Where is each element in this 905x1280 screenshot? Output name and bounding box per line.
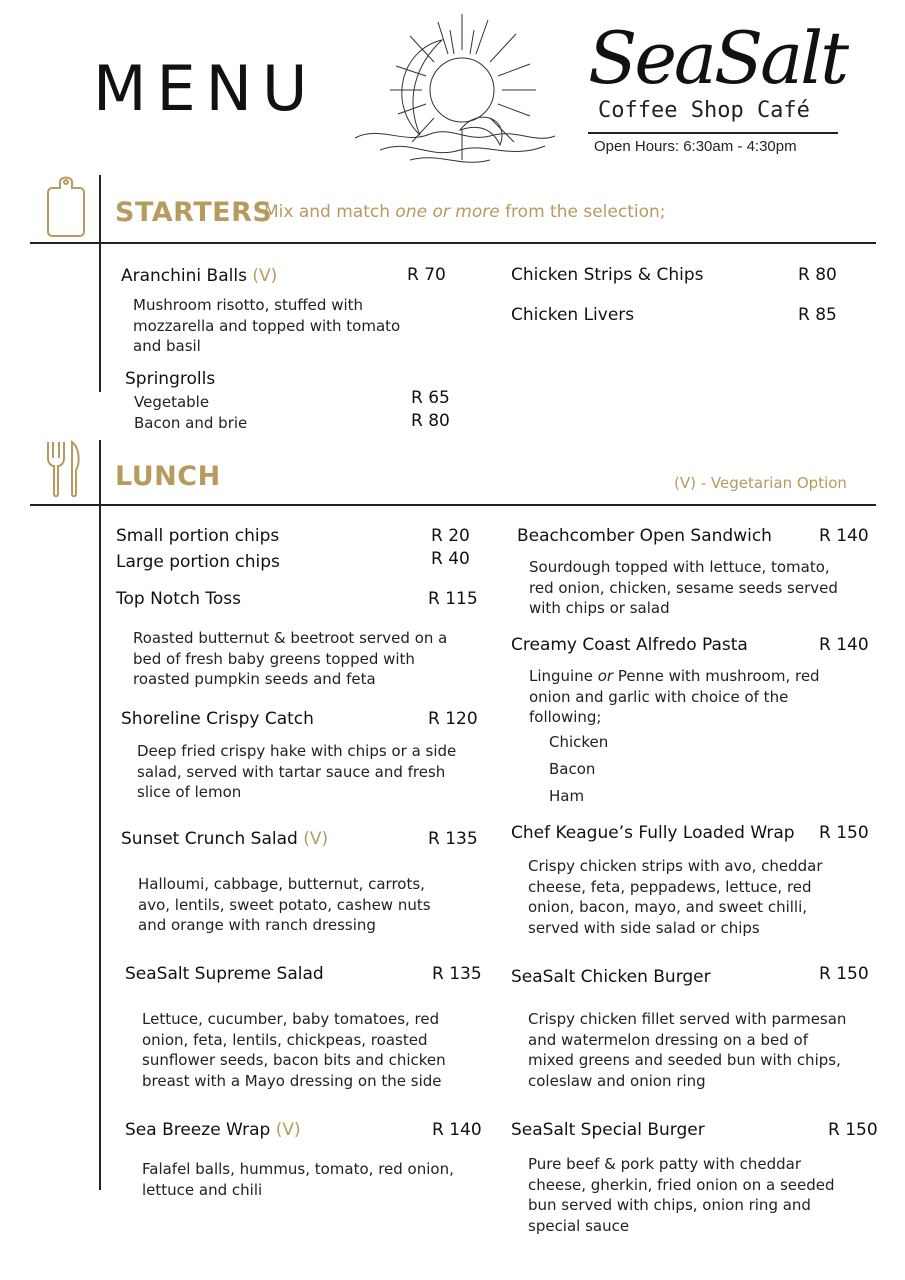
lunch-vertical-rule bbox=[99, 440, 101, 1190]
item-name: SeaSalt Supreme Salad bbox=[125, 964, 324, 984]
item-name: Sunset Crunch Salad (V) bbox=[121, 829, 329, 849]
lunch-divider bbox=[30, 504, 876, 506]
cutting-board-icon bbox=[46, 174, 86, 238]
item-price: R 140 bbox=[819, 526, 869, 546]
item-name: SeaSalt Special Burger bbox=[511, 1120, 705, 1140]
item-name: Chicken Strips & Chips bbox=[511, 265, 704, 285]
item-description: Crispy chicken strips with avo, cheddar cheese, feta, peppadews, lettuce, red onion, bacon, mayo, and sweet chilli, served with side salad or chips bbox=[528, 857, 823, 937]
starters-vertical-rule bbox=[99, 175, 101, 392]
item-price: R 150 bbox=[819, 823, 869, 843]
starters-divider bbox=[30, 242, 876, 244]
brand-name: SeaSalt bbox=[588, 16, 847, 100]
item-description: Mushroom risotto, stuffed with mozzarella and topped with tomato and basil bbox=[133, 296, 401, 355]
item-option: Bacon and brie bbox=[134, 414, 248, 432]
lunch-title: LUNCH bbox=[115, 461, 221, 492]
item-price: R 70 bbox=[407, 265, 446, 285]
item-name: Springrolls bbox=[125, 369, 216, 389]
item-option: Vegetable bbox=[134, 393, 210, 411]
item-option: Chicken bbox=[549, 733, 609, 751]
sun-and-wave-icon bbox=[350, 10, 560, 170]
item-price: R 150 bbox=[828, 1120, 878, 1140]
item-name: Top Notch Toss bbox=[116, 589, 242, 609]
item-name: Chef Keague’s Fully Loaded Wrap bbox=[511, 823, 795, 843]
item-description: Halloumi, cabbage, butternut, carrots, avo, lentils, sweet potato, cashew nuts and orange with ranch dressing bbox=[138, 875, 431, 934]
item-name: Shoreline Crispy Catch bbox=[121, 709, 314, 729]
item-description: Crispy chicken fillet served with parmesan and watermelon dressing on a bed of mixed greens and seeded bun with chips, coleslaw and onion ring bbox=[528, 1010, 847, 1090]
starters-title: STARTERS bbox=[115, 197, 273, 228]
item-description: Roasted butternut & beetroot served on a bed of fresh baby greens topped with roasted pumpkin seeds and feta bbox=[133, 629, 448, 688]
item-price: R 120 bbox=[428, 709, 478, 729]
open-hours: Open Hours: 6:30am - 4:30pm bbox=[594, 138, 797, 155]
item-description: Lettuce, cucumber, baby tomatoes, red onion, feta, lentils, chickpeas, roasted sunflower seeds, bacon bits and chicken breast with a Mayo dressing on the side bbox=[142, 1010, 446, 1090]
item-description: Sourdough topped with lettuce, tomato, red onion, chicken, sesame seeds served with chips or salad bbox=[529, 558, 838, 617]
item-price: R 135 bbox=[428, 829, 478, 849]
item-price: R 20 bbox=[431, 526, 470, 546]
vegetarian-note: (V) - Vegetarian Option bbox=[674, 474, 847, 492]
item-price: R 115 bbox=[428, 589, 478, 609]
item-price: R 150 bbox=[819, 964, 869, 984]
item-option: Bacon bbox=[549, 760, 596, 778]
item-price: R 80 bbox=[411, 411, 450, 431]
item-name: Aranchini Balls (V) bbox=[121, 266, 278, 286]
item-name: Creamy Coast Alfredo Pasta bbox=[511, 635, 748, 655]
item-price: R 40 bbox=[431, 549, 470, 569]
item-price: R 80 bbox=[798, 265, 837, 285]
item-description: Linguine or Penne with mushroom, red onion and garlic with choice of the following; bbox=[529, 667, 820, 726]
item-name: Chicken Livers bbox=[511, 305, 635, 325]
item-name: SeaSalt Chicken Burger bbox=[511, 967, 711, 987]
item-description: Falafel balls, hummus, tomato, red onion, lettuce and chili bbox=[142, 1160, 454, 1199]
item-price: R 140 bbox=[432, 1120, 482, 1140]
item-option: Ham bbox=[549, 787, 585, 805]
item-price: R 85 bbox=[798, 305, 837, 325]
item-name: Beachcomber Open Sandwich bbox=[517, 526, 772, 546]
item-price: R 135 bbox=[432, 964, 482, 984]
fork-and-knife-icon bbox=[44, 440, 82, 498]
item-name: Small portion chips bbox=[116, 526, 280, 546]
item-price: R 140 bbox=[819, 635, 869, 655]
item-description: Deep fried crispy hake with chips or a side salad, served with tartar sauce and fresh slice of lemon bbox=[137, 742, 457, 801]
item-price: R 65 bbox=[411, 388, 450, 408]
starters-note: Mix and match one or more from the selection; bbox=[264, 202, 666, 222]
item-name: Sea Breeze Wrap (V) bbox=[125, 1120, 301, 1140]
menu-title: MENU bbox=[93, 52, 318, 125]
brand-divider bbox=[588, 132, 838, 134]
item-description: Pure beef & pork patty with cheddar cheese, gherkin, fried onion on a seeded bun served with chips, onion ring and special sauce bbox=[528, 1155, 835, 1235]
brand-subtitle: Coffee Shop Café bbox=[598, 98, 810, 123]
item-name: Large portion chips bbox=[116, 552, 280, 572]
